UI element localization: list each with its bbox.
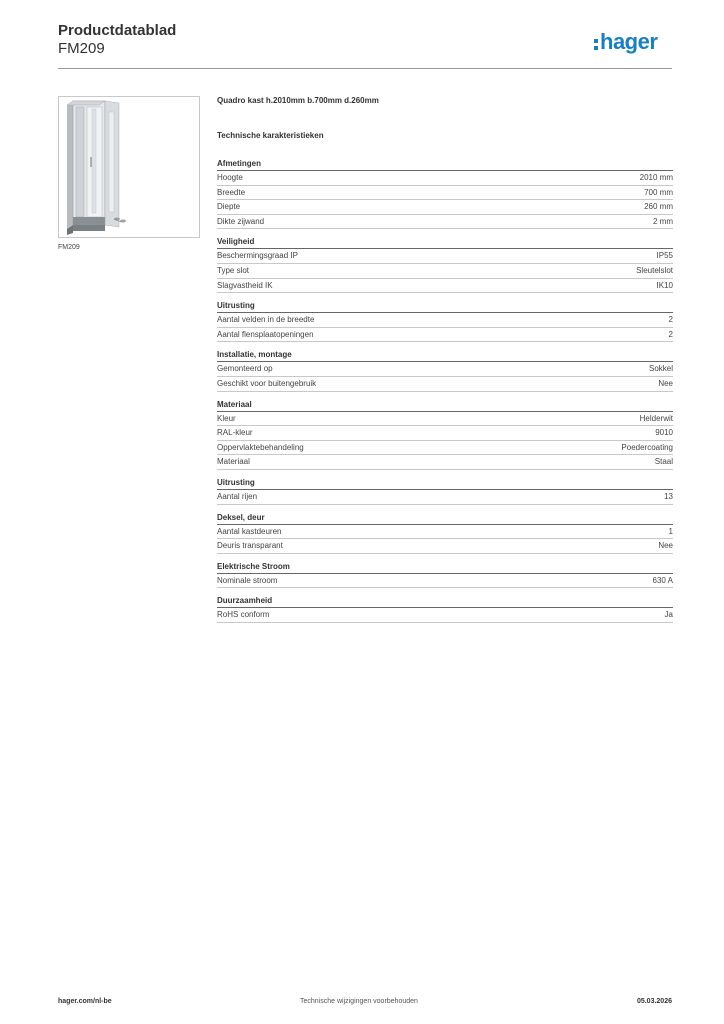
spec-label: Deuris transparant bbox=[217, 541, 283, 551]
spec-label: Dikte zijwand bbox=[217, 216, 265, 226]
spec-row bbox=[217, 574, 673, 589]
spec-value: 13 bbox=[664, 491, 673, 501]
spec-row bbox=[217, 249, 673, 264]
section-title: Uitrusting bbox=[217, 477, 673, 490]
spec-row bbox=[217, 328, 673, 343]
spec-label: Aantal rijen bbox=[217, 491, 258, 501]
spec-label: Type slot bbox=[217, 265, 250, 275]
spec-section bbox=[217, 595, 673, 623]
footer-date: 05.03.2026 bbox=[636, 998, 672, 1005]
spec-row bbox=[217, 171, 673, 186]
spec-value: Sokkel bbox=[648, 364, 673, 374]
spec-value: 9010 bbox=[655, 428, 673, 438]
section-title: Uitrusting bbox=[217, 300, 673, 313]
spec-label: Aantal flensplaatopeningen bbox=[217, 329, 314, 339]
spec-label: Gemonteerd op bbox=[217, 364, 273, 374]
page-title: Productdatablad bbox=[58, 22, 177, 39]
logo-dots-icon bbox=[594, 39, 598, 50]
section-title: Deksel, deur bbox=[217, 512, 673, 525]
spec-label: RAL-kleur bbox=[217, 428, 253, 438]
spec-row bbox=[217, 200, 673, 215]
spec-label: Breedte bbox=[217, 187, 246, 197]
cabinet-image-icon bbox=[59, 97, 199, 237]
technical-heading: Technische karakteristieken bbox=[217, 131, 324, 140]
spec-section bbox=[217, 300, 673, 342]
spec-value: 2010 mm bbox=[639, 173, 673, 182]
spec-value: Sleutelslot bbox=[636, 265, 673, 275]
spec-row bbox=[217, 539, 673, 554]
spec-value: 630 A bbox=[652, 575, 673, 585]
spec-row bbox=[217, 608, 673, 623]
spec-value: 1 bbox=[668, 526, 673, 536]
section-title: Elektrische Stroom bbox=[217, 561, 673, 574]
spec-row bbox=[217, 313, 673, 328]
section-title: Veiligheid bbox=[217, 236, 673, 249]
section-title: Installatie, montage bbox=[217, 349, 673, 362]
spec-value: Helderwit bbox=[639, 413, 673, 423]
image-caption: FM209 bbox=[58, 244, 80, 251]
spec-section bbox=[217, 349, 673, 391]
spec-section bbox=[217, 158, 673, 229]
spec-row bbox=[217, 377, 673, 392]
hager-logo bbox=[594, 28, 657, 56]
spec-section bbox=[217, 236, 673, 293]
spec-value: IK10 bbox=[656, 280, 673, 290]
spec-label: Oppervlaktebehandeling bbox=[217, 442, 304, 452]
spec-label: Nominale stroom bbox=[217, 575, 278, 585]
spec-row bbox=[217, 490, 673, 505]
section-title: Duurzaamheid bbox=[217, 595, 673, 608]
spec-label: Materiaal bbox=[217, 457, 250, 467]
spec-value: IP55 bbox=[656, 251, 673, 261]
spec-row bbox=[217, 264, 673, 279]
spec-value: Nee bbox=[658, 541, 673, 551]
footer-disclaimer: Technische wijzigingen voorbehouden bbox=[300, 998, 418, 1005]
spec-value: 260 mm bbox=[644, 202, 673, 212]
spec-label: Beschermingsgraad IP bbox=[217, 251, 298, 261]
spec-row bbox=[217, 455, 673, 470]
logo-text: hager bbox=[600, 29, 658, 54]
spec-value: 2 mm bbox=[653, 216, 673, 226]
spec-value: Nee bbox=[658, 378, 673, 388]
section-title: Materiaal bbox=[217, 399, 673, 412]
footer-website[interactable]: hager.com/nl-be bbox=[58, 998, 112, 1005]
product-image bbox=[58, 96, 200, 238]
spec-label: Diepte bbox=[217, 202, 241, 212]
spec-row bbox=[217, 215, 673, 230]
spec-label: Geschikt voor buitengebruik bbox=[217, 378, 317, 388]
spec-content bbox=[217, 96, 673, 630]
spec-value: 2 bbox=[668, 315, 673, 325]
header-divider bbox=[58, 68, 672, 69]
spec-row bbox=[217, 279, 673, 294]
spec-label: Kleur bbox=[217, 413, 236, 423]
spec-section bbox=[217, 512, 673, 554]
spec-label: Aantal kastdeuren bbox=[217, 526, 282, 536]
spec-label: Slagvastheid IK bbox=[217, 280, 273, 290]
spec-section bbox=[217, 399, 673, 470]
spec-row bbox=[217, 441, 673, 456]
spec-label: Hoogte bbox=[217, 173, 243, 182]
spec-row bbox=[217, 525, 673, 540]
spec-label: Aantal velden in de breedte bbox=[217, 315, 315, 325]
spec-value: 2 bbox=[668, 329, 673, 339]
spec-row bbox=[217, 426, 673, 441]
spec-row bbox=[217, 186, 673, 201]
spec-section bbox=[217, 477, 673, 505]
spec-value: Staal bbox=[654, 457, 673, 467]
spec-row bbox=[217, 362, 673, 377]
spec-row bbox=[217, 412, 673, 427]
spec-value: 700 mm bbox=[644, 187, 673, 197]
spec-label: RoHS conform bbox=[217, 610, 270, 620]
spec-sections bbox=[217, 158, 673, 623]
spec-value: Poedercoating bbox=[621, 442, 673, 452]
section-title: Afmetingen bbox=[217, 158, 673, 171]
product-description: Quadro kast h.2010mm b.700mm d.260mm bbox=[217, 96, 379, 105]
spec-section bbox=[217, 561, 673, 589]
spec-value: Ja bbox=[664, 610, 673, 620]
product-code: FM209 bbox=[58, 40, 105, 57]
